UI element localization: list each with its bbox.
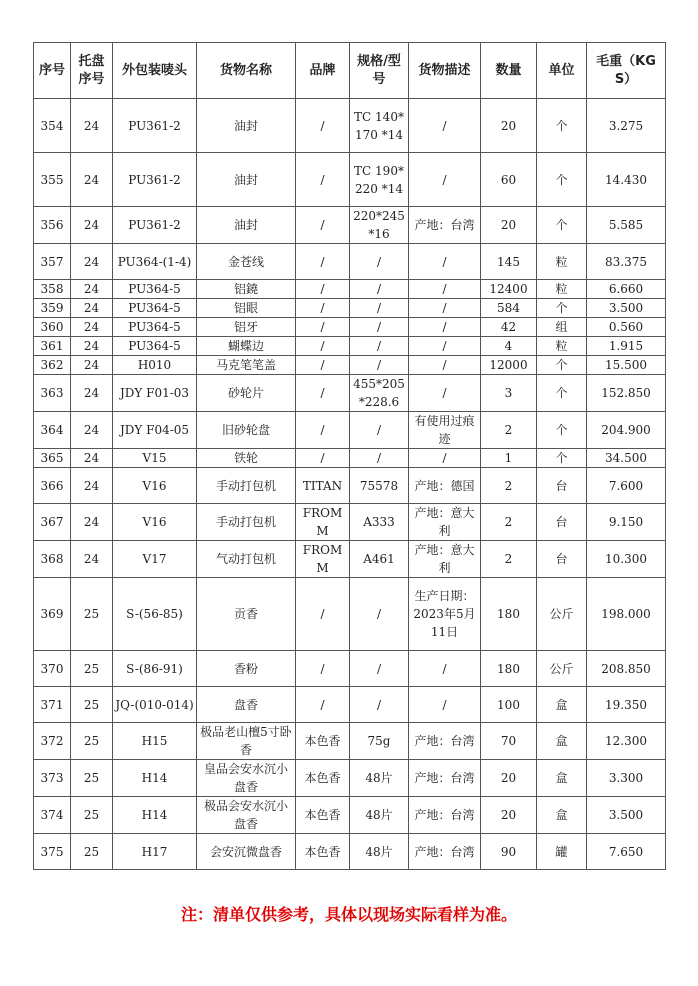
- table-cell: FROMM: [296, 541, 350, 578]
- table-row: [34, 797, 666, 834]
- table-cell: 25: [71, 723, 113, 760]
- table-cell: /: [409, 153, 481, 207]
- table-cell: 24: [71, 356, 113, 375]
- table-cell: V16: [113, 504, 197, 541]
- table-cell: PU364-5: [113, 280, 197, 299]
- table-cell: 19.350: [587, 687, 666, 723]
- table-cell: /: [296, 99, 350, 153]
- footer-note: 注：清单仅供参考，具体以现场实际看样为准。: [180, 905, 517, 924]
- table-cell: 60: [481, 153, 537, 207]
- table-cell: 20: [481, 797, 537, 834]
- table-cell: 产地：台湾: [409, 760, 481, 797]
- table-cell: 369: [34, 578, 71, 651]
- header-cell: 单位: [537, 43, 587, 99]
- table-cell: 355: [34, 153, 71, 207]
- table-cell: H14: [113, 797, 197, 834]
- table-row: [34, 299, 666, 318]
- table-cell: /: [409, 375, 481, 412]
- table-cell: 本色香: [296, 797, 350, 834]
- table-cell: 2: [481, 468, 537, 504]
- table-row: [34, 207, 666, 244]
- table-cell: 3.275: [587, 99, 666, 153]
- table-cell: 145: [481, 244, 537, 280]
- table-cell: 油封: [197, 153, 296, 207]
- table-cell: PU361-2: [113, 99, 197, 153]
- table-cell: V15: [113, 449, 197, 468]
- table-cell: 盒: [537, 760, 587, 797]
- table-cell: PU364-5: [113, 299, 197, 318]
- table-cell: PU361-2: [113, 207, 197, 244]
- table-cell: A333: [350, 504, 409, 541]
- header-cell: 规格/型号: [350, 43, 409, 99]
- table-cell: /: [296, 356, 350, 375]
- table-cell: /: [409, 244, 481, 280]
- table-cell: /: [296, 318, 350, 337]
- table-cell: 2: [481, 541, 537, 578]
- table-cell: /: [350, 244, 409, 280]
- table-cell: 气动打包机: [197, 541, 296, 578]
- table-cell: 42: [481, 318, 537, 337]
- table-cell: PU364-5: [113, 337, 197, 356]
- table-cell: 个: [537, 449, 587, 468]
- table-cell: /: [409, 280, 481, 299]
- table-row: [34, 244, 666, 280]
- table-cell: /: [350, 412, 409, 449]
- table-cell: 374: [34, 797, 71, 834]
- table-cell: 354: [34, 99, 71, 153]
- table-cell: 75g: [350, 723, 409, 760]
- table-cell: 152.850: [587, 375, 666, 412]
- header-cell: 外包装唛头: [113, 43, 197, 99]
- table-cell: 180: [481, 651, 537, 687]
- table-cell: /: [296, 280, 350, 299]
- table-cell: 0.560: [587, 318, 666, 337]
- table-cell: 旧砂轮盘: [197, 412, 296, 449]
- table-cell: 产地：台湾: [409, 834, 481, 870]
- header-cell: 货物描述: [409, 43, 481, 99]
- table-cell: 2: [481, 504, 537, 541]
- table-cell: /: [350, 299, 409, 318]
- table-cell: 365: [34, 449, 71, 468]
- table-cell: 会安沉微盘香: [197, 834, 296, 870]
- table-cell: 4: [481, 337, 537, 356]
- table-cell: H17: [113, 834, 197, 870]
- table-cell: 盒: [537, 797, 587, 834]
- table-cell: 24: [71, 337, 113, 356]
- table-cell: 15.500: [587, 356, 666, 375]
- table-cell: A461: [350, 541, 409, 578]
- table-cell: /: [296, 244, 350, 280]
- table-cell: 375: [34, 834, 71, 870]
- table-cell: 个: [537, 299, 587, 318]
- header-cell: 品牌: [296, 43, 350, 99]
- table-cell: 台: [537, 504, 587, 541]
- table-cell: 粒: [537, 280, 587, 299]
- header-row: [34, 43, 666, 99]
- table-cell: /: [409, 99, 481, 153]
- table-cell: 7.600: [587, 468, 666, 504]
- table-cell: /: [350, 687, 409, 723]
- table-cell: 罐: [537, 834, 587, 870]
- header-cell: 数量: [481, 43, 537, 99]
- table-cell: 100: [481, 687, 537, 723]
- table-cell: 24: [71, 541, 113, 578]
- table-cell: 台: [537, 541, 587, 578]
- table-cell: /: [350, 337, 409, 356]
- table-cell: 25: [71, 760, 113, 797]
- table-cell: /: [409, 299, 481, 318]
- table-row: [34, 468, 666, 504]
- table-cell: 83.375: [587, 244, 666, 280]
- table-cell: 20: [481, 99, 537, 153]
- table-cell: 公斤: [537, 578, 587, 651]
- table-cell: 20: [481, 760, 537, 797]
- table-cell: FROMM: [296, 504, 350, 541]
- table-cell: /: [350, 651, 409, 687]
- table-cell: 个: [537, 412, 587, 449]
- table-cell: 373: [34, 760, 71, 797]
- table-cell: /: [350, 449, 409, 468]
- table-cell: 70: [481, 723, 537, 760]
- table-cell: 公斤: [537, 651, 587, 687]
- table-cell: /: [296, 651, 350, 687]
- table-cell: /: [296, 449, 350, 468]
- table-cell: /: [350, 578, 409, 651]
- table-cell: 208.850: [587, 651, 666, 687]
- table-cell: 363: [34, 375, 71, 412]
- table-cell: 粒: [537, 244, 587, 280]
- table-cell: 个: [537, 207, 587, 244]
- table-cell: 48片: [350, 834, 409, 870]
- table-cell: 357: [34, 244, 71, 280]
- table-cell: H010: [113, 356, 197, 375]
- table-cell: /: [409, 318, 481, 337]
- table-row: [34, 153, 666, 207]
- table-cell: 产地：台湾: [409, 723, 481, 760]
- header-cell: 毛重（KGS）: [587, 43, 666, 99]
- table-cell: 367: [34, 504, 71, 541]
- table-cell: JDY F04-05: [113, 412, 197, 449]
- table-row: [34, 318, 666, 337]
- table-cell: 手动打包机: [197, 504, 296, 541]
- table-cell: 584: [481, 299, 537, 318]
- table-cell: 铝鐃: [197, 280, 296, 299]
- table-row: [34, 375, 666, 412]
- table-cell: 25: [71, 834, 113, 870]
- table-cell: 本色香: [296, 834, 350, 870]
- table-cell: 361: [34, 337, 71, 356]
- table-cell: PU361-2: [113, 153, 197, 207]
- table-cell: 198.000: [587, 578, 666, 651]
- table-cell: 371: [34, 687, 71, 723]
- table-cell: 220*245 *16: [350, 207, 409, 244]
- table-row: [34, 723, 666, 760]
- table-cell: 皇品会安水沉小盘香: [197, 760, 296, 797]
- table-cell: 铁轮: [197, 449, 296, 468]
- table-cell: V17: [113, 541, 197, 578]
- table-cell: 香粉: [197, 651, 296, 687]
- table-cell: 24: [71, 99, 113, 153]
- table-cell: 有使用过痕迹: [409, 412, 481, 449]
- table-cell: 24: [71, 207, 113, 244]
- table-cell: 180: [481, 578, 537, 651]
- table-cell: 24: [71, 468, 113, 504]
- table-cell: /: [409, 356, 481, 375]
- table-row: [34, 356, 666, 375]
- table-cell: TITAN: [296, 468, 350, 504]
- table-cell: 48片: [350, 760, 409, 797]
- header-cell: 货物名称: [197, 43, 296, 99]
- table-cell: 个: [537, 153, 587, 207]
- table-cell: 25: [71, 687, 113, 723]
- table-cell: 360: [34, 318, 71, 337]
- table-cell: 24: [71, 153, 113, 207]
- table-cell: 25: [71, 797, 113, 834]
- table-cell: /: [296, 337, 350, 356]
- table-cell: 3.300: [587, 760, 666, 797]
- table-cell: V16: [113, 468, 197, 504]
- table-cell: 粒: [537, 337, 587, 356]
- table-cell: S-(86-91): [113, 651, 197, 687]
- table-cell: PU364-5: [113, 318, 197, 337]
- table-cell: 贡香: [197, 578, 296, 651]
- table-cell: 本色香: [296, 723, 350, 760]
- table-cell: 364: [34, 412, 71, 449]
- table-cell: 24: [71, 318, 113, 337]
- table-row: [34, 651, 666, 687]
- table-body: [34, 99, 666, 870]
- table-cell: /: [296, 687, 350, 723]
- table-cell: 极品会安水沉小盘香: [197, 797, 296, 834]
- header-cell: 托盘序号: [71, 43, 113, 99]
- table-cell: 14.430: [587, 153, 666, 207]
- table-cell: 组: [537, 318, 587, 337]
- table-cell: 6.660: [587, 280, 666, 299]
- table-cell: /: [296, 153, 350, 207]
- table-cell: /: [350, 280, 409, 299]
- header-cell: 序号: [34, 43, 71, 99]
- table-cell: 3.500: [587, 299, 666, 318]
- table-cell: 极品老山檀5寸卧香: [197, 723, 296, 760]
- table-cell: S-(56-85): [113, 578, 197, 651]
- table-cell: JDY F01-03: [113, 375, 197, 412]
- table-cell: 个: [537, 356, 587, 375]
- table-cell: JQ-(010-014): [113, 687, 197, 723]
- table-cell: 358: [34, 280, 71, 299]
- table-cell: 25: [71, 651, 113, 687]
- table-cell: 20: [481, 207, 537, 244]
- table-cell: 盒: [537, 687, 587, 723]
- table-cell: 24: [71, 449, 113, 468]
- table-row: [34, 687, 666, 723]
- table-cell: 370: [34, 651, 71, 687]
- table-cell: 5.585: [587, 207, 666, 244]
- table-cell: 油封: [197, 99, 296, 153]
- table-cell: H14: [113, 760, 197, 797]
- table-cell: 盘香: [197, 687, 296, 723]
- table-cell: 12400: [481, 280, 537, 299]
- table-cell: 铝眼: [197, 299, 296, 318]
- table-row: [34, 99, 666, 153]
- table-row: [34, 504, 666, 541]
- table-cell: 372: [34, 723, 71, 760]
- table-cell: 个: [537, 99, 587, 153]
- table-cell: 3: [481, 375, 537, 412]
- table-cell: /: [350, 356, 409, 375]
- table-cell: /: [296, 412, 350, 449]
- table-cell: 362: [34, 356, 71, 375]
- table-cell: 产地：台湾: [409, 207, 481, 244]
- table-cell: /: [409, 687, 481, 723]
- table-cell: 产地：台湾: [409, 797, 481, 834]
- table-cell: 204.900: [587, 412, 666, 449]
- table-cell: 盒: [537, 723, 587, 760]
- table-cell: 12000: [481, 356, 537, 375]
- table-cell: 1.915: [587, 337, 666, 356]
- table-cell: 24: [71, 504, 113, 541]
- table-row: [34, 578, 666, 651]
- table-cell: 2: [481, 412, 537, 449]
- table-cell: 34.500: [587, 449, 666, 468]
- table-cell: 蝴蝶边: [197, 337, 296, 356]
- table-cell: 生产日期：2023年5月11日: [409, 578, 481, 651]
- table-row: [34, 541, 666, 578]
- table-cell: 48片: [350, 797, 409, 834]
- table-cell: /: [296, 207, 350, 244]
- table-cell: TC 140*170 *14: [350, 99, 409, 153]
- table-cell: 24: [71, 280, 113, 299]
- table-row: [34, 760, 666, 797]
- table-cell: 3.500: [587, 797, 666, 834]
- table-cell: TC 190*220 *14: [350, 153, 409, 207]
- table-cell: /: [409, 337, 481, 356]
- table-cell: PU364-(1-4): [113, 244, 197, 280]
- table-cell: /: [409, 651, 481, 687]
- table-cell: 个: [537, 375, 587, 412]
- table-cell: /: [296, 578, 350, 651]
- table-cell: 台: [537, 468, 587, 504]
- table-cell: 455*205 *228.6: [350, 375, 409, 412]
- table-cell: 9.150: [587, 504, 666, 541]
- table-cell: 12.300: [587, 723, 666, 760]
- table-cell: 25: [71, 578, 113, 651]
- table-cell: 7.650: [587, 834, 666, 870]
- table-cell: 铝牙: [197, 318, 296, 337]
- table-cell: 产地：德国: [409, 468, 481, 504]
- table-cell: 本色香: [296, 760, 350, 797]
- table-cell: 油封: [197, 207, 296, 244]
- table-cell: /: [350, 318, 409, 337]
- table-cell: 75578: [350, 468, 409, 504]
- table-cell: H15: [113, 723, 197, 760]
- table-cell: 90: [481, 834, 537, 870]
- table-cell: 24: [71, 412, 113, 449]
- table-cell: /: [296, 375, 350, 412]
- table-cell: 产地：意大利: [409, 541, 481, 578]
- table-cell: 366: [34, 468, 71, 504]
- table-cell: /: [296, 299, 350, 318]
- table-cell: 24: [71, 244, 113, 280]
- table-cell: 10.300: [587, 541, 666, 578]
- table-cell: 356: [34, 207, 71, 244]
- table-row: [34, 834, 666, 870]
- table-cell: 359: [34, 299, 71, 318]
- table-cell: 金苍线: [197, 244, 296, 280]
- table-cell: 产地：意大利: [409, 504, 481, 541]
- table-row: [34, 449, 666, 468]
- table-cell: /: [409, 449, 481, 468]
- table-cell: 24: [71, 375, 113, 412]
- table-cell: 1: [481, 449, 537, 468]
- table-cell: 手动打包机: [197, 468, 296, 504]
- table-cell: 24: [71, 299, 113, 318]
- table-cell: 368: [34, 541, 71, 578]
- cargo-table: [33, 42, 666, 870]
- table-cell: 砂轮片: [197, 375, 296, 412]
- table-row: [34, 280, 666, 299]
- table-row: [34, 337, 666, 356]
- table-row: [34, 412, 666, 449]
- table-cell: 马克笔笔盖: [197, 356, 296, 375]
